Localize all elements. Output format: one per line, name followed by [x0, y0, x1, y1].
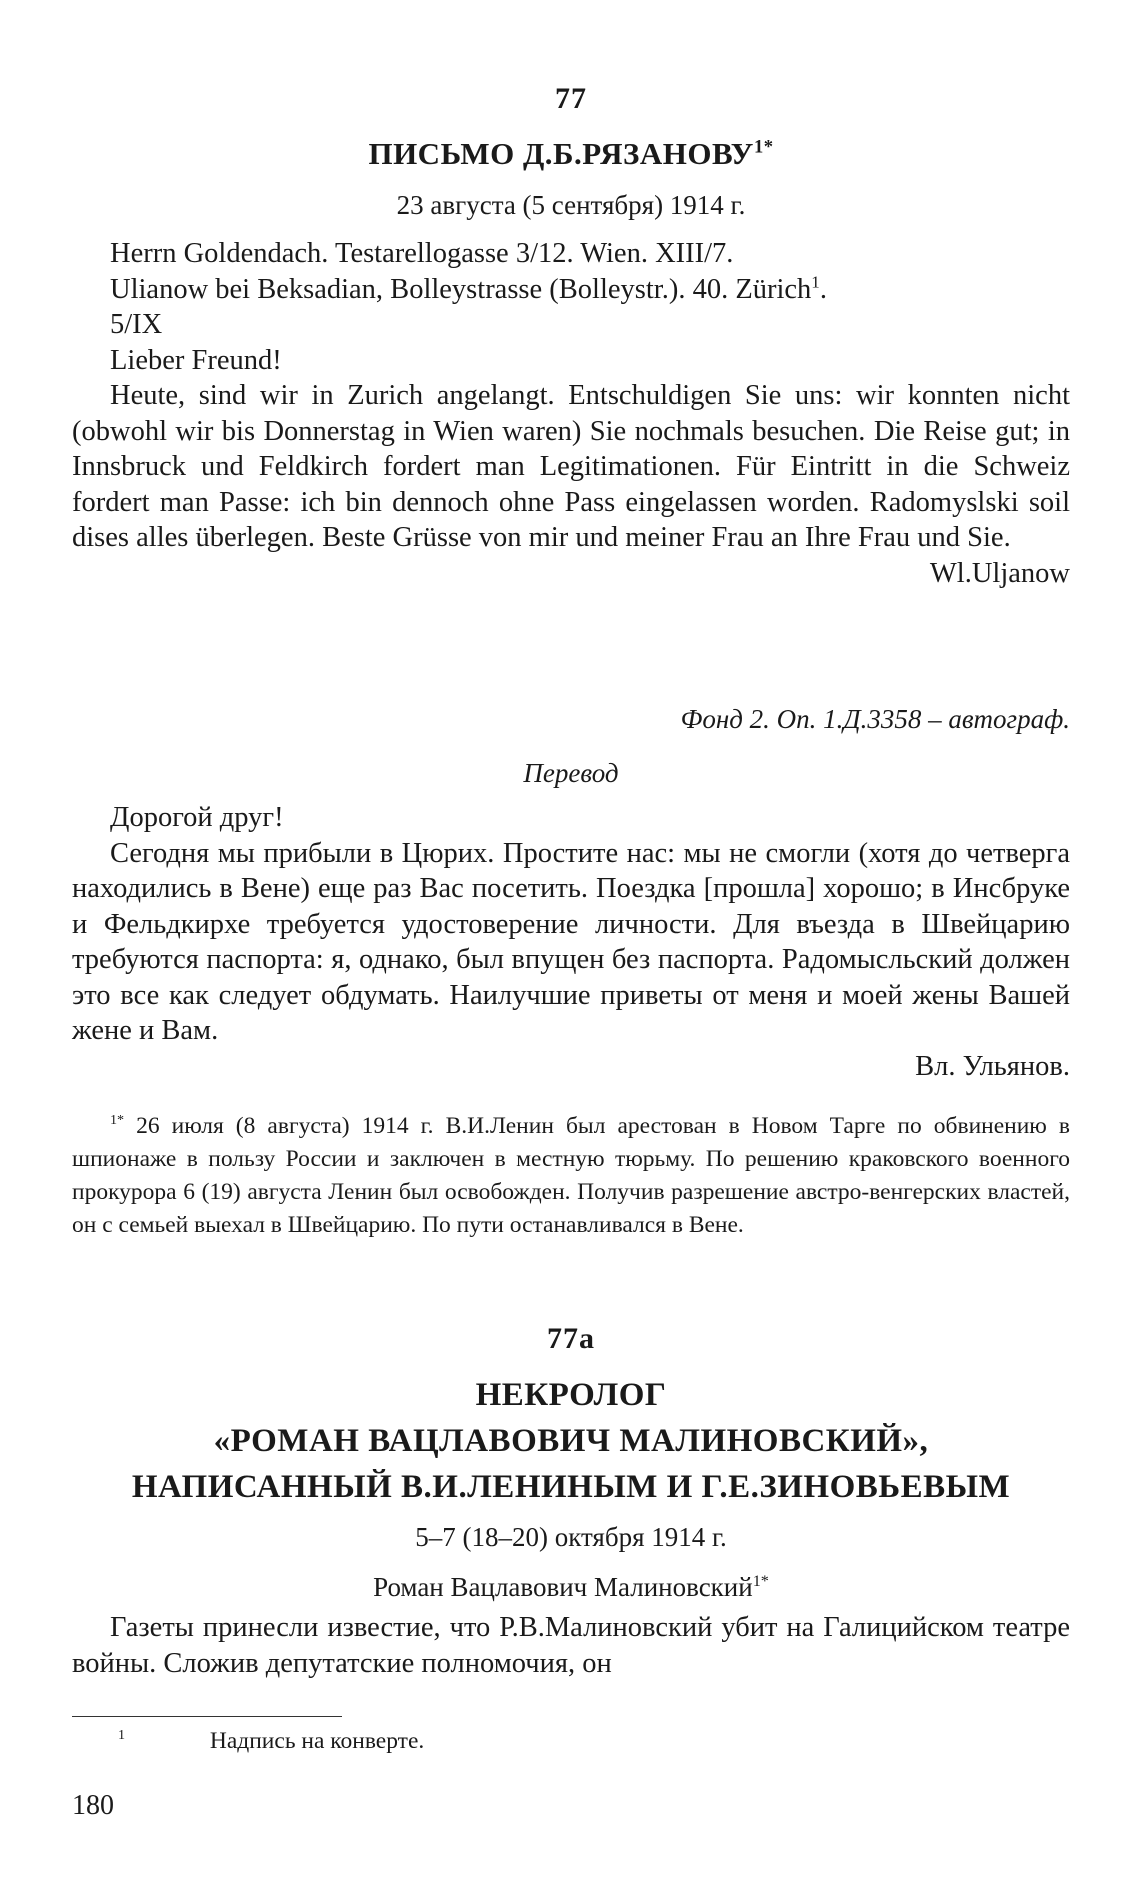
- letter-date-line: 5/IX: [110, 309, 163, 340]
- document-number-77a: 77а: [547, 1322, 595, 1355]
- obituary-body: [72, 1610, 1070, 1681]
- envelope-address-2-end: .: [819, 273, 827, 305]
- letter-body: Heute, sind wir in Zurich angelangt. Entschuldigen Sie uns: wir konnten nicht (obwohl wir bis Donnerstag in Wien waren) Sie nochmals besuchen. Die Reise gut; in Innsbruck und Feldkirch fordert man Legitimationen. Für Eintritt in die Schweiz fordert man Passe: ich bin dennoch ohne Pass eingelassen worden. Radomyslski soil dises alles überlegen. Beste Grüsse von mir und meiner Frau an Ihre Frau und Sie.: [72, 380, 1070, 553]
- envelope-address-1: Herrn Goldendach. Testarellogasse 3/12. Wien. XIII/7.: [110, 238, 734, 269]
- letter-translation: [72, 800, 1070, 1084]
- editorial-note-mark: 1*: [110, 1112, 125, 1129]
- archive-source: Фонд 2. Оп. 1.Д.3358 – автограф.: [680, 704, 1070, 734]
- envelope-address-2: [72, 272, 1070, 308]
- document-date-77a: 5–7 (18–20) октября 1914 г.: [415, 1522, 727, 1552]
- title-footnote-mark: 1*: [753, 136, 774, 158]
- page-footnote-mark: [72, 1728, 156, 1755]
- obituary-subtitle-text: Роман Вацлавович Малиновский: [373, 1572, 753, 1602]
- translation-signature: Вл. Ульянов.: [915, 1050, 1070, 1082]
- title-line-2: «РОМАН ВАЦЛАВОВИЧ МАЛИНОВСКИЙ»,: [213, 1423, 929, 1459]
- footnote-divider: [72, 1716, 342, 1717]
- obituary-body-text: Газеты принесли известие, что Р.В.Малиновский убит на Галицийском театре войны. Сложив депутатские полномочия, он: [72, 1612, 1070, 1679]
- document-title-text: ПИСЬМО Д.Б.РЯЗАНОВУ: [368, 136, 754, 171]
- obituary-subtitle: [72, 1572, 1070, 1603]
- letter-original: [72, 236, 1070, 591]
- address-footnote-mark: 1: [811, 272, 820, 291]
- letter-greeting: Lieber Freund!: [110, 344, 282, 376]
- translation-body: Сегодня мы прибыли в Цюрих. Простите нас: мы не смогли (хотя до четверга находились в Вене) еще раз Вас посетить. Поездка [прошла] хорошо; в Инсбруке и Фельдкирхе требуется удостоверение личности. Для въезда в Швейцарию требуются паспорта: я, однако, был впущен без паспорта. Радомысльский должен это все как следует обдумать. Наилучшие приветы от меня и моей жены Вашей жене и Вам.: [72, 837, 1070, 1046]
- document-number: 77: [555, 82, 587, 115]
- document-title-77a: [72, 1372, 1070, 1510]
- translation-heading: Перевод: [523, 758, 619, 788]
- envelope-address-2-text: Ulianow bei Beksadian, Bolleystrasse (Bolleystr.). 40. Zürich: [110, 273, 812, 305]
- page-footnote-mark-text: 1: [118, 1727, 126, 1744]
- title-line-3: НАПИСАННЫЙ В.И.ЛЕНИНЫМ И Г.Е.ЗИНОВЬЕВЫМ: [131, 1469, 1011, 1505]
- page-footnote-text: Надпись на конверте.: [209, 1728, 425, 1754]
- document-date: 23 августа (5 сентября) 1914 г.: [396, 190, 746, 220]
- title-line-1: НЕКРОЛОГ: [475, 1377, 667, 1413]
- page-number: 180: [72, 1790, 114, 1821]
- translation-greeting: Дорогой друг!: [110, 802, 284, 833]
- document-title: [72, 136, 1070, 172]
- editorial-note-text: 26 июля (8 августа) 1914 г. В.И.Ленин был арестован в Новом Тарге по обвинению в шпионаже в пользу России и заключен в местную тюрьму. По решению краковского военного прокурора 6 (19) августа Ленин был освобожден. Получив разрешение австро-венгерских властей, он с семьей выехал в Швейцарию. По пути останавливался в Вене.: [72, 1113, 1071, 1238]
- subtitle-footnote-mark: 1*: [752, 1572, 769, 1590]
- editorial-note: [72, 1110, 1070, 1242]
- page-footnote: [72, 1728, 1070, 1755]
- letter-signature: Wl.Uljanow: [929, 557, 1070, 589]
